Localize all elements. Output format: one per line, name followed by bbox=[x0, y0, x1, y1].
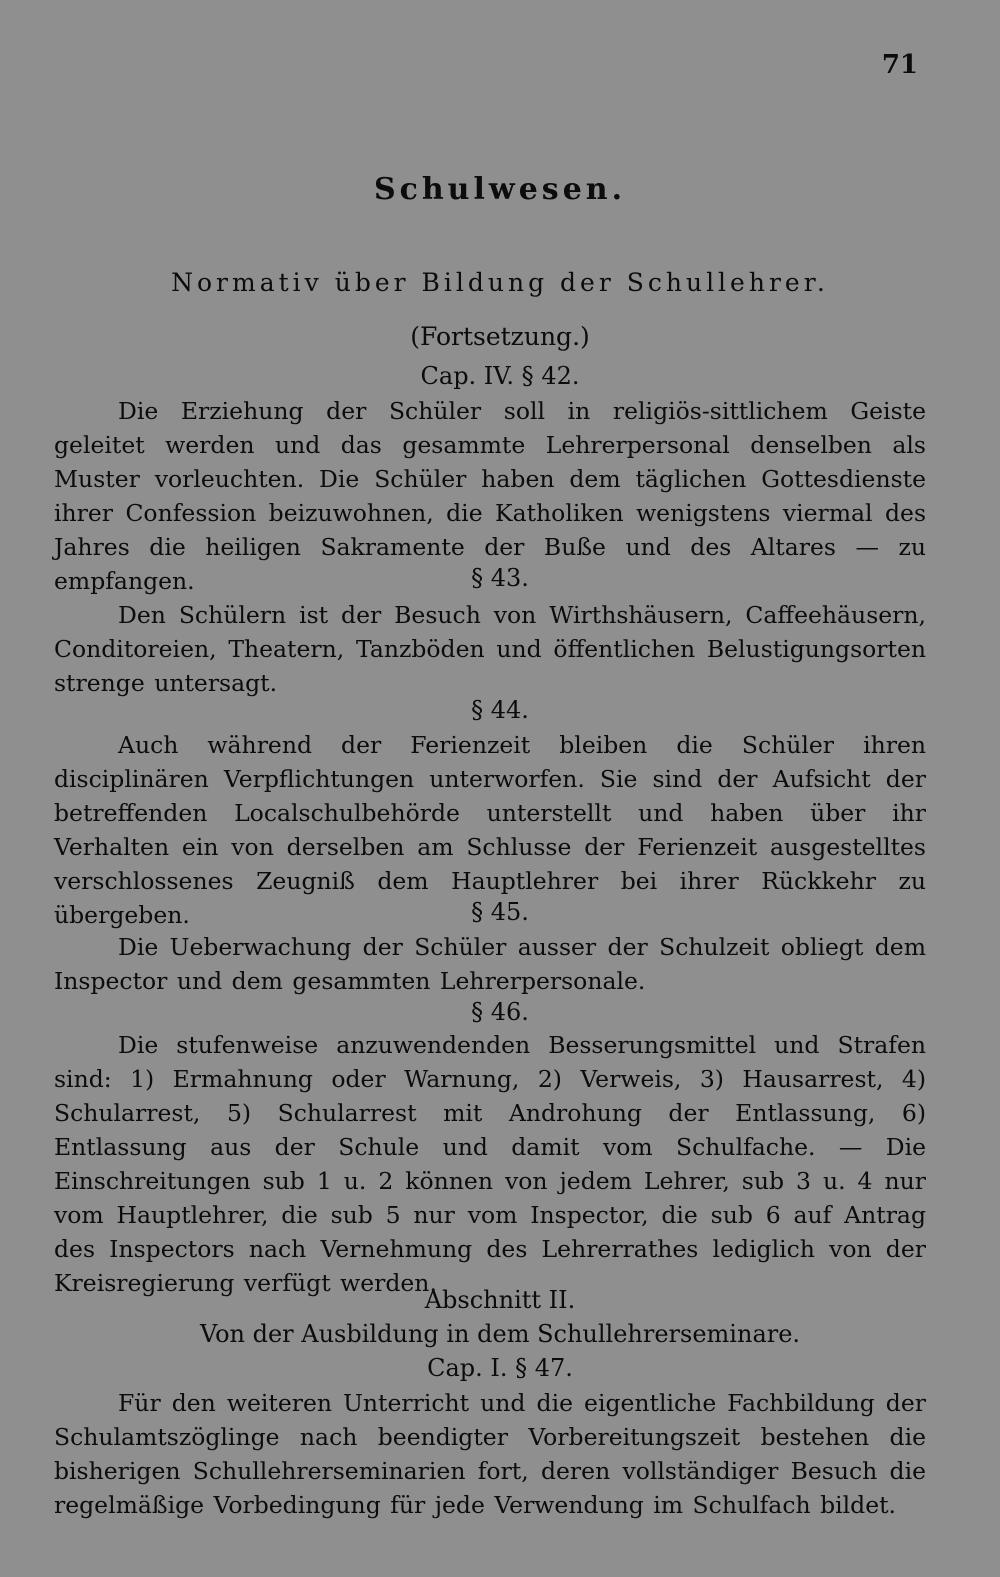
section-44-text: Auch während der Ferienzeit bleiben die Schüler ihren disciplinären Verpflichtungen unterworfen. Sie sind der Aufsicht der betreffenden Localschulbehörde unterstellt und haben über ihr Verhalten ein von derselben am Schlusse der Ferienzeit ausgestelltes verschlossenes Zeugniß dem Hauptlehrer bei ihrer Rückkehr zu übergeben. bbox=[54, 731, 926, 929]
section-43-title: § 43. bbox=[471, 564, 529, 592]
section-2-title: Abschnitt II. bbox=[424, 1286, 576, 1314]
chapter-heading: Schulwesen. bbox=[373, 172, 627, 207]
section-46-title: § 46. bbox=[471, 998, 529, 1026]
section-45-title: § 45. bbox=[471, 898, 529, 926]
section-46-text: Die stufenweise anzuwendenden Besserungsmittel und Strafen sind: 1) Ermahnung oder Warnung, 2) Verweis, 3) Hausarrest, 4) Schularrest, 5) Schularrest mit Androhung der Entlassung, 6) Entlassung aus der Schule und damit vom Schulfache. — Die Einschreitungen sub 1 u. 2 können von jedem Lehrer, sub 3 u. 4 nur vom Hauptlehrer, die sub 5 nur vom Inspector, die sub 6 auf Antrag des Inspectors nach Vernehmung des Lehrerrathes lediglich von der Kreisregierung verfügt werden. bbox=[54, 1031, 926, 1297]
section-44-title: § 44. bbox=[471, 696, 529, 724]
section-47-text: Für den weiteren Unterricht und die eigentliche Fachbildung der Schulamtszöglinge nach beendigter Vorbereitungszeit bestehen die bisherigen Schullehrerseminarien fort, deren vollständiger Besuch die regelmäßige Vorbedingung für jede Verwendung im Schulfach bildet. bbox=[54, 1389, 926, 1519]
section-43-text: Den Schülern ist der Besuch von Wirthshäusern, Caffeehäusern, Conditoreien, Theatern, Tanzböden und öffentlichen Belustigungsorten strenge untersagt. bbox=[54, 601, 926, 697]
document-subheading: Normativ über Bildung der Schullehrer. bbox=[171, 268, 829, 297]
continuation-note: (Fortsetzung.) bbox=[410, 322, 590, 351]
section-42-title: Cap. IV. § 42. bbox=[420, 362, 580, 390]
section-45-text: Die Ueberwachung der Schüler ausser der Schulzeit obliegt dem Inspector und dem gesammten Lehrerpersonale. bbox=[54, 933, 926, 995]
section-42-text: Die Erziehung der Schüler soll in religiös-sittlichem Geiste geleitet werden und das gesammte Lehrerpersonal denselben als Muster vorleuchten. Die Schüler haben dem täglichen Gottesdienste ihrer Confession beizuwohnen, die Katholiken wenigstens viermal des Jahres die heiligen Sakramente der Buße und des Altares — zu empfangen. bbox=[54, 397, 926, 595]
section-2-subtitle: Von der Ausbildung in dem Schullehrerseminare. bbox=[199, 1320, 801, 1348]
section-47-title: Cap. I. § 47. bbox=[427, 1354, 573, 1382]
page-number: 71 bbox=[881, 50, 918, 80]
